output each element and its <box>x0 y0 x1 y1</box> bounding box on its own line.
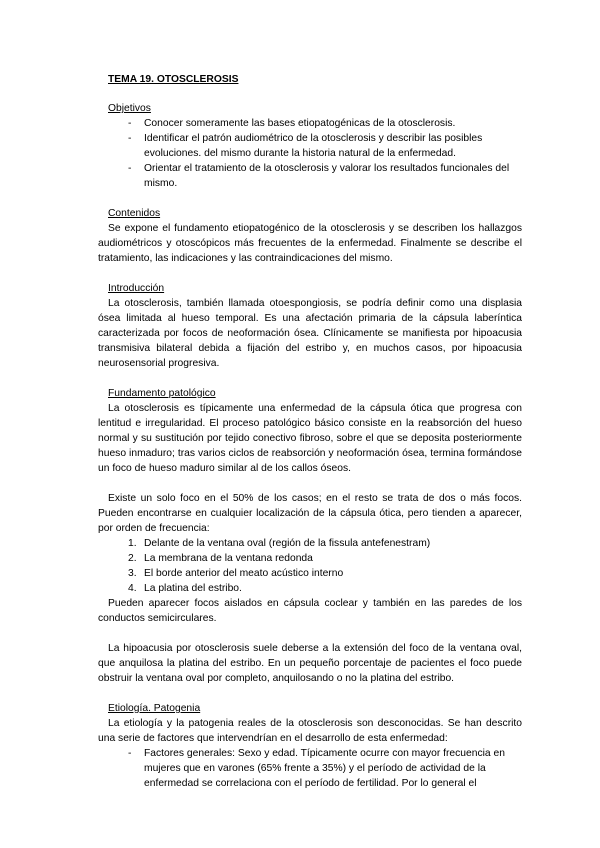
list-item: - Identificar el patrón audiométrico de la otosclerosis y describir las posibles evoluciones. del mismo durante la historia natural de la enfermedad. <box>108 131 522 161</box>
list-item <box>108 581 522 596</box>
list-item <box>108 566 522 581</box>
paragraph-gap <box>98 626 522 641</box>
section-introduccion <box>98 281 522 371</box>
fundamento-paragraph-3: Pueden aparecer focos aislados en cápsula coclear y también en las paredes de los conductos semicirculares. <box>98 598 522 624</box>
list-item: - Conocer someramente las bases etiopatogénicas de la otosclerosis. <box>108 116 522 131</box>
list-text: La membrana de la ventana redonda <box>144 553 313 564</box>
section-contenidos <box>98 206 522 266</box>
list-item <box>108 536 522 551</box>
list-item <box>108 551 522 566</box>
fundamento-paragraph-4: La hipoacusia por otosclerosis suele deberse a la extensión del foco de la ventana oval, que anquilosa la platina del estribo. En un pequeño porcentaje de pacientes el foco puede obstruir la ventana oval por completo, anquilosando o no la platina del estribo. <box>98 643 522 684</box>
objetivos-heading: Objetivos <box>108 103 151 114</box>
list-item: - Factores generales: Sexo y edad. Típicamente ocurre con mayor frecuencia en mujeres que en varones (65% frente a 35%) y el período de actividad de la enfermedad se correlaciona con el período de fertilidad. Por lo general el <box>108 746 522 791</box>
list-number: 4. <box>128 583 137 594</box>
etiologia-heading: Etiología. Patogenia <box>108 703 201 714</box>
section-fundamento <box>98 386 522 686</box>
contenidos-paragraph: Se expone el fundamento etiopatogénico de la otosclerosis y se describen los hallazgos audiométricos y otoscópicos más frecuentes de la enfermedad. Finalmente se describe el tratamiento, las indicaciones y las contraindicaciones del mismo. <box>98 223 522 264</box>
section-etiologia <box>98 701 522 791</box>
list-number: 2. <box>128 553 137 564</box>
list-text: La platina del estribo. <box>144 583 242 594</box>
list-text: Delante de la ventana oval (región de la fissula antefenestram) <box>144 538 431 549</box>
list-text: El borde anterior del meato acústico interno <box>144 568 344 579</box>
list-item: - Orientar el tratamiento de la otosclerosis y valorar los resultados funcionales del mismo. <box>108 161 522 191</box>
document-title: TEMA 19. OTOSCLEROSIS <box>108 74 239 85</box>
foci-list <box>108 536 522 596</box>
objetivos-list <box>108 116 522 191</box>
etiologia-list <box>108 746 522 791</box>
list-number: 1. <box>128 538 137 549</box>
fundamento-heading: Fundamento patológico <box>108 388 216 399</box>
section-objetivos <box>108 101 522 191</box>
fundamento-paragraph-2: Existe un solo foco en el 50% de los casos; en el resto se trata de dos o más focos. Pueden encontrarse en cualquier localización de la cápsula ótica, pero tienden a aparecer, por orden de frecuencia: <box>98 493 522 534</box>
introduccion-paragraph: La otosclerosis, también llamada otoespongiosis, se podría definir como una displasia ósea limitada al hueso temporal. Es una afectación primaria de la cápsula laberíntica caracterizada por focos de neoformación ósea. Clínicamente se manifiesta por hipoacusia transmisiva bilateral debida a fijación del estribo y, en muchos casos, por hipoacusia neurosensorial progresiva. <box>98 298 522 369</box>
fundamento-paragraph-1: La otosclerosis es típicamente una enfermedad de la cápsula ótica que progresa con lentitud e irregularidad. El proceso patológico básico consiste en la reabsorción del hueso normal y su sustitución por tejido conectivo fibroso, sobre el que se deposita posteriormente hueso inmaduro; tras varios ciclos de reabsorción y neoformación ósea, termina formándose un foco de hueso maduro similar al de los callos óseos. <box>98 403 522 474</box>
etiologia-paragraph: La etiología y la patogenia reales de la otosclerosis son desconocidas. Se han descrito una serie de factores que intervendrían en el desarrollo de esta enfermedad: <box>98 718 522 744</box>
list-number: 3. <box>128 568 137 579</box>
introduccion-heading: Introducción <box>108 283 165 294</box>
paragraph-gap <box>98 476 522 491</box>
contenidos-heading: Contenidos <box>108 208 161 219</box>
document-content <box>98 72 522 806</box>
